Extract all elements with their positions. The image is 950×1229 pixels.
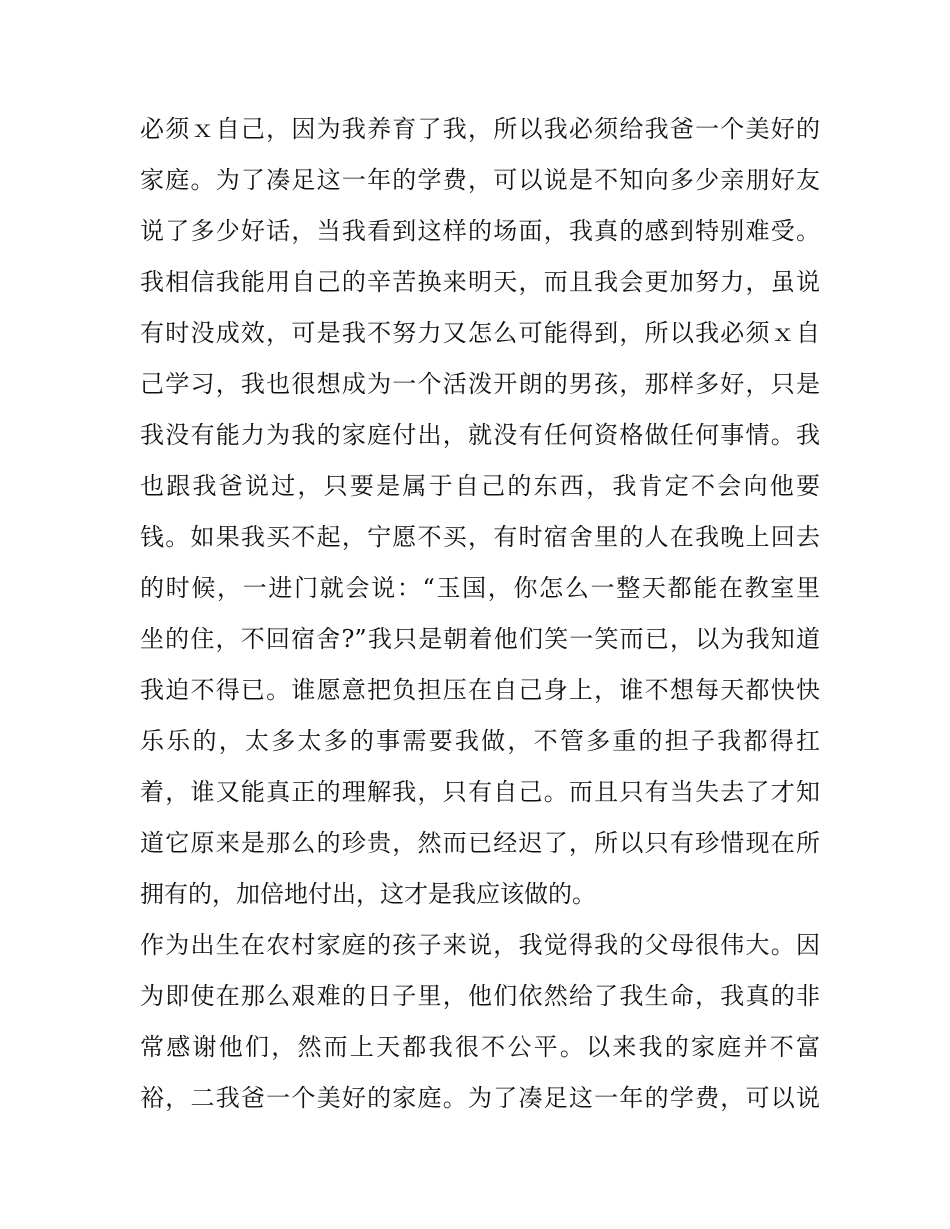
text-line: 作为出生在农村家庭的孩子来说，我觉得我的父母很伟大。因 — [140, 931, 820, 959]
text-line: 的时候，一进门就会说：“玉国，你怎么一整天都能在教室里 — [140, 574, 820, 602]
text-line: 乐乐的，太多太多的事需要我做，不管多重的担子我都得扛 — [140, 727, 820, 755]
text-line: 我迫不得已。谁愿意把负担压在自己身上，谁不想每天都快快 — [140, 676, 820, 704]
text-line: 必须ｘ自己，因为我养育了我，所以我必须给我爸一个美好的 — [140, 115, 820, 143]
text-line: 也跟我爸说过，只要是属于自己的东西，我肯定不会向他要 — [140, 472, 820, 500]
text-line: 拥有的，加倍地付出，这才是我应该做的。 — [140, 880, 596, 908]
body-text — [140, 104, 820, 1124]
text-line: 裕，二我爸一个美好的家庭。为了凑足这一年的学费，可以说 — [140, 1084, 820, 1112]
text-line: 我没有能力为我的家庭付出，就没有任何资格做任何事情。我 — [140, 421, 820, 449]
text-line: 己学习，我也很想成为一个活泼开朗的男孩，那样多好，只是 — [140, 370, 820, 398]
text-line: 道它原来是那么的珍贵，然而已经迟了，所以只有珍惜现在所 — [140, 829, 820, 857]
text-line: 我相信我能用自己的辛苦换来明天，而且我会更加努力，虽说 — [140, 268, 820, 296]
text-line: 钱。如果我买不起，宁愿不买，有时宿舍里的人在我晚上回去 — [140, 523, 820, 551]
text-line: 着，谁又能真正的理解我，只有自己。而且只有当失去了才知 — [140, 778, 820, 806]
text-line: 说了多少好话，当我看到这样的场面，我真的感到特别难受。 — [140, 217, 820, 245]
text-line: 坐的住，不回宿舍?”我只是朝着他们笑一笑而已，以为我知道 — [140, 625, 820, 653]
text-line: 有时没成效，可是我不努力又怎么可能得到，所以我必须ｘ自 — [140, 319, 820, 347]
text-line: 为即使在那么艰难的日子里，他们依然给了我生命，我真的非 — [140, 982, 820, 1010]
text-line: 常感谢他们，然而上天都我很不公平。以来我的家庭并不富 — [140, 1033, 820, 1061]
text-line: 家庭。为了凑足这一年的学费，可以说是不知向多少亲朋好友 — [140, 166, 820, 194]
